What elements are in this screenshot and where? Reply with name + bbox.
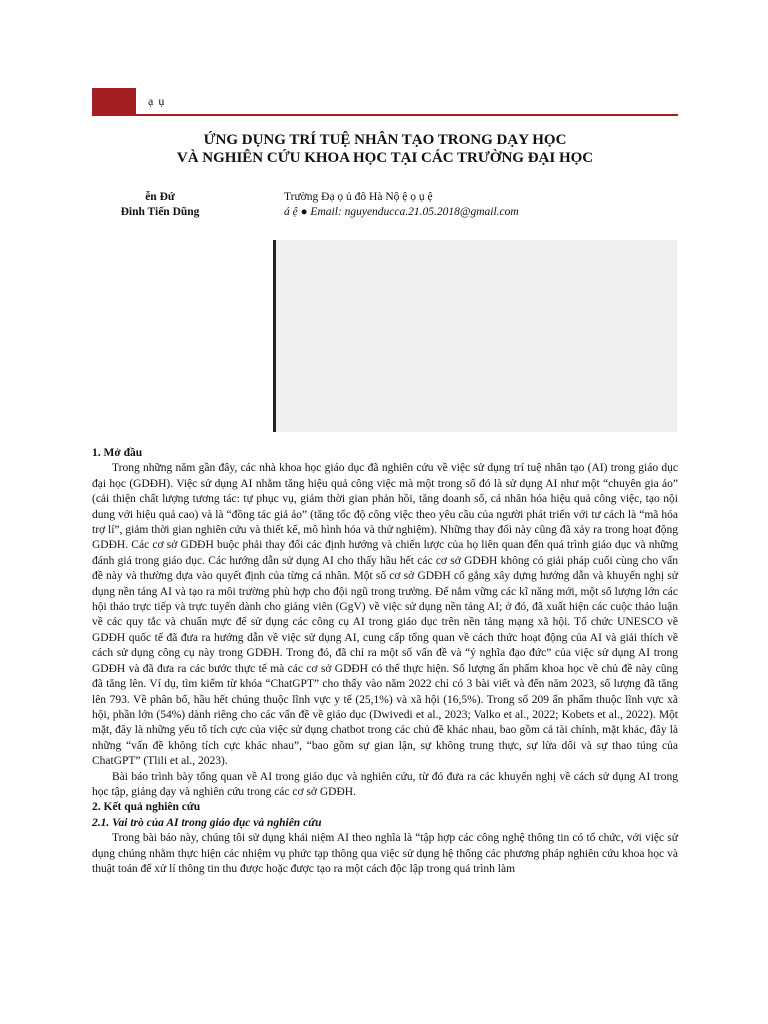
author-list xyxy=(110,190,210,220)
author-name: ễn Đứ xyxy=(145,191,175,203)
affiliation xyxy=(284,190,684,220)
running-header: ạ ụ xyxy=(148,94,166,108)
abstract-box xyxy=(276,240,677,432)
email-line[interactable]: á ệ ● Email: nguyenducca.21.05.2018@gmail.com xyxy=(284,206,519,218)
paragraph: Trong những năm gần đây, các nhà khoa học giáo dục đã nghiên cứu về việc sử dụng trí tuệ nhân tạo (AI) trong giáo dục đại học (GDĐH). Việc sử dụng AI nhằm tăng hiệu quả công việc mà một trong số đó là sử dụng AI như một “chuyên gia ảo” (cải thiện chất lượng tương tác: tự phục vụ, giảm thời gian phản hồi, tăng doanh số, cá nhân hóa hiệu quả công việc, tạo nội dung với hiệu quả cao) và là “đồng tác giả ảo” (tăng tốc độ công việc theo yêu cầu của người phát triển với tư cách là “mã hóa trợ lí”, giảm thời gian nghiên cứu và thiết kế, mô hình hóa và thử nghiệm). Những thay đổi này cũng đã xảy ra trong hoạt động GDĐH. Các cơ sở GDĐH buộc phải thay đổi các định hướng và chiến lược của họ liên quan đến quá trình giáo dục và những đánh giá trong giáo dục. Các hướng dẫn sử dụng AI cho thấy hầu hết các cơ sở GDĐH không có giải pháp cuối cùng cho vấn đề này và thường dựa vào quyết định của từng cá nhân. Một số cơ sở GDĐH cố gắng xây dựng hướng dẫn và khuyến nghị sử dụng nền tảng AI và tạo ra môi trường phù hợp cho đội ngũ trong trường. Để nắm vững các kĩ năng mới, một số lượng lớn các hội thảo trực tiếp và trực tuyến dành cho giảng viên (GgV) về việc sử dụng nền tảng AI; ở đó, đã xuất hiện các cuộc thảo luận về các quy tắc và chuẩn mực để sử dụng các công cụ AI trong giáo dục trên nền tảng mạng xã hội. Tổ chức UNESCO về GDĐH quốc tế đã đưa ra hướng dẫn về việc sử dụng AI, cung cấp tổng quan về cách thức hoạt động của AI và giải thích về cách sử dụng công cụ này trong GDĐH. Trong đó, đã chỉ ra một số vấn đề và “ý nghĩa đạo đức” của việc sử dụng AI trong GDĐH và đã đưa ra các bước thực tế mà các cơ sở GDĐH có thể thực hiện. Số lượng ấn phẩm khoa học về chủ đề này cũng đã tăng lên. Ví dụ, tìm kiếm từ khóa “ChatGPT” cho thấy vào năm 2022 chỉ có 3 bài viết và đến năm 2023, số lượng đã tăng lên 793. Về phân bổ, hầu hết chúng thuộc lĩnh vực y tế (25,1%) và xã hội (16,5%). Trong số 209 ấn phẩm thuộc lĩnh vực xã hội, phần lớn (54%) dành riêng cho các vấn đề về giáo dục (Dwivedi et al., 2023; Valko et al., 2022; Kobets et al., 2022). Một mặt, đây là những yếu tố tích cực của việc sử dụng chatbot trong các chủ đề khác nhau, bao gồm cả tài chính, mặt khác, đây là những “vấn đề không tích cực khác nhau”, “bao gồm sự gian lận, sự không trung thực, sự lừa dối và sự thao túng của ChatGPT” (Tlili et al., 2023). xyxy=(92,462,678,768)
author-name: Đinh Tiến Dũng xyxy=(120,206,200,218)
article-title xyxy=(92,131,678,167)
title-line-2: VÀ NGHIÊN CỨU KHOA HỌC TẠI CÁC TRƯỜNG ĐẠI HỌC xyxy=(176,150,594,166)
header-divider xyxy=(92,114,678,116)
paragraph: Bài báo trình bày tổng quan về AI trong giáo dục và nghiên cứu, từ đó đưa ra các khuyến nghị về cách sử dụng AI trong học tập, giảng dạy và nghiên cứu trong các cơ sở GDĐH. xyxy=(92,770,678,798)
affiliation-line: Trường Đạ ọ ủ đô Hà Nộ ệ ọ ụ ệ xyxy=(284,191,433,203)
article-body xyxy=(92,446,678,877)
section-heading: 2. Kết quả nghiên cứu xyxy=(92,801,201,814)
section-heading: 1. Mở đầu xyxy=(92,447,143,459)
header-color-block xyxy=(92,88,136,114)
subsection-heading: 2.1. Vai trò của AI trong giáo dục và nghiên cứu xyxy=(92,816,322,829)
paragraph: Trong bài báo này, chúng tôi sử dụng khái niệm AI theo nghĩa là “tập hợp các công nghệ thông tin có tổ chức, với việc sử dụng chúng nhằm thực hiện các nhiệm vụ phức tạp thông qua việc sử dụng hệ thống các phương pháp nghiên cứu khoa học và thuật toán để xử lí thông tin thu được hoặc được tạo ra một cách độc lập trong quá trình làm xyxy=(92,832,678,875)
title-line-1: ỨNG DỤNG TRÍ TUỆ NHÂN TẠO TRONG DẠY HỌC xyxy=(203,132,567,148)
